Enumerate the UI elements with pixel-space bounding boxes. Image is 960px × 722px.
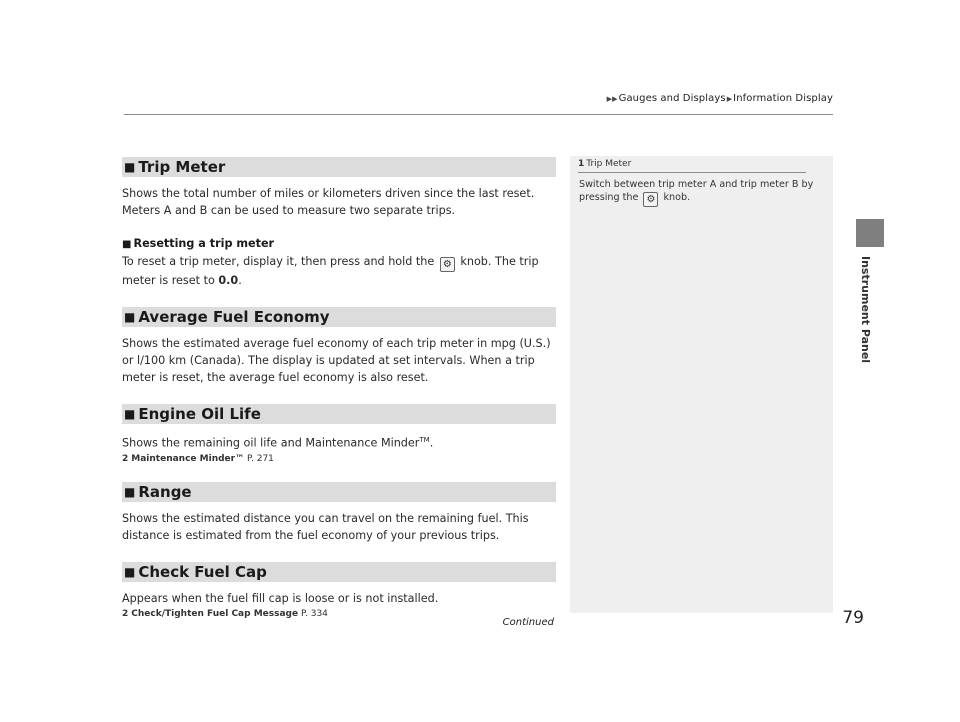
breadcrumb-arrow-icon: ▶▶ [606, 95, 618, 103]
section-heading-check-fuel-cap: ■ Check Fuel Cap [122, 562, 556, 582]
cross-reference-fuel-cap-message[interactable]: 2 Check/Tighten Fuel Cap Message P. 334 [122, 608, 328, 619]
engine-oil-description: Shows the remaining oil life and Maintenance Minder™. [122, 436, 434, 450]
section-heading-average-fuel-economy: ■ Average Fuel Economy [122, 307, 556, 327]
section-heading-engine-oil-life: ■ Engine Oil Life [122, 404, 556, 424]
fuel-cap-description: Appears when the fuel fill cap is loose or is not installed. [122, 591, 439, 605]
header-divider [124, 114, 833, 115]
average-fuel-description: Shows the estimated average fuel economy of each trip meter in mpg (U.S.) or l/100 km (Canada). The display is updated at set intervals. When a trip meter is reset, the average fuel economy is also reset. [122, 337, 551, 384]
heading-marker-icon: ■ [124, 484, 136, 499]
heading-marker-icon: ■ [124, 564, 136, 579]
trip-meter-description: Shows the total number of miles or kilometers driven since the last reset. Meters A and B can be used to measure two separate trips. [122, 187, 535, 217]
subheading-marker-icon: ■ [122, 239, 132, 250]
reference-arrow-icon: 2 [122, 453, 129, 464]
main-content [122, 157, 556, 619]
range-description: Shows the estimated distance you can travel on the remaining fuel. This distance is estimated from the fuel economy of your previous trips. [122, 511, 529, 542]
heading-marker-icon: ■ [124, 160, 136, 174]
chapter-tab-label: Instrument Panel [859, 256, 872, 364]
page-number: 79 [842, 608, 864, 628]
note-number: 1 [578, 159, 585, 169]
reset-instructions: To reset a trip meter, display it, then press and hold the ⚙ knob. The trip meter is reset to 0.0. [122, 255, 539, 287]
section-heading-trip-meter: ■ Trip Meter [122, 157, 556, 177]
breadcrumb-level2[interactable]: Information Display [733, 93, 833, 104]
sidebar-body: Switch between trip meter A and trip meter B by pressing the ⚙ knob. [579, 179, 814, 205]
reference-arrow-icon: 2 [122, 608, 129, 619]
cross-reference-maintenance-minder[interactable]: 2 Maintenance Minder™ P. 271 [122, 453, 274, 464]
continued-label: Continued [502, 617, 554, 628]
subheading-resetting-trip-meter: ■ Resetting a trip meter [122, 237, 275, 250]
reset-value: 0.0 [218, 274, 239, 287]
section-heading-range: ■ Range [122, 482, 556, 502]
sidebar-note [570, 156, 833, 613]
knob-icon: ⚙ [440, 257, 455, 272]
sidebar-title: 1 Trip Meter [578, 159, 806, 173]
heading-marker-icon: ■ [124, 310, 136, 324]
trademark-mark: TM [419, 436, 430, 444]
breadcrumb-separator-icon: ▶ [726, 95, 733, 103]
breadcrumb [606, 93, 833, 104]
heading-marker-icon: ■ [124, 407, 136, 421]
breadcrumb-level1[interactable]: Gauges and Displays [618, 93, 726, 104]
chapter-tab-marker [856, 219, 884, 247]
knob-icon: ⚙ [643, 192, 658, 207]
